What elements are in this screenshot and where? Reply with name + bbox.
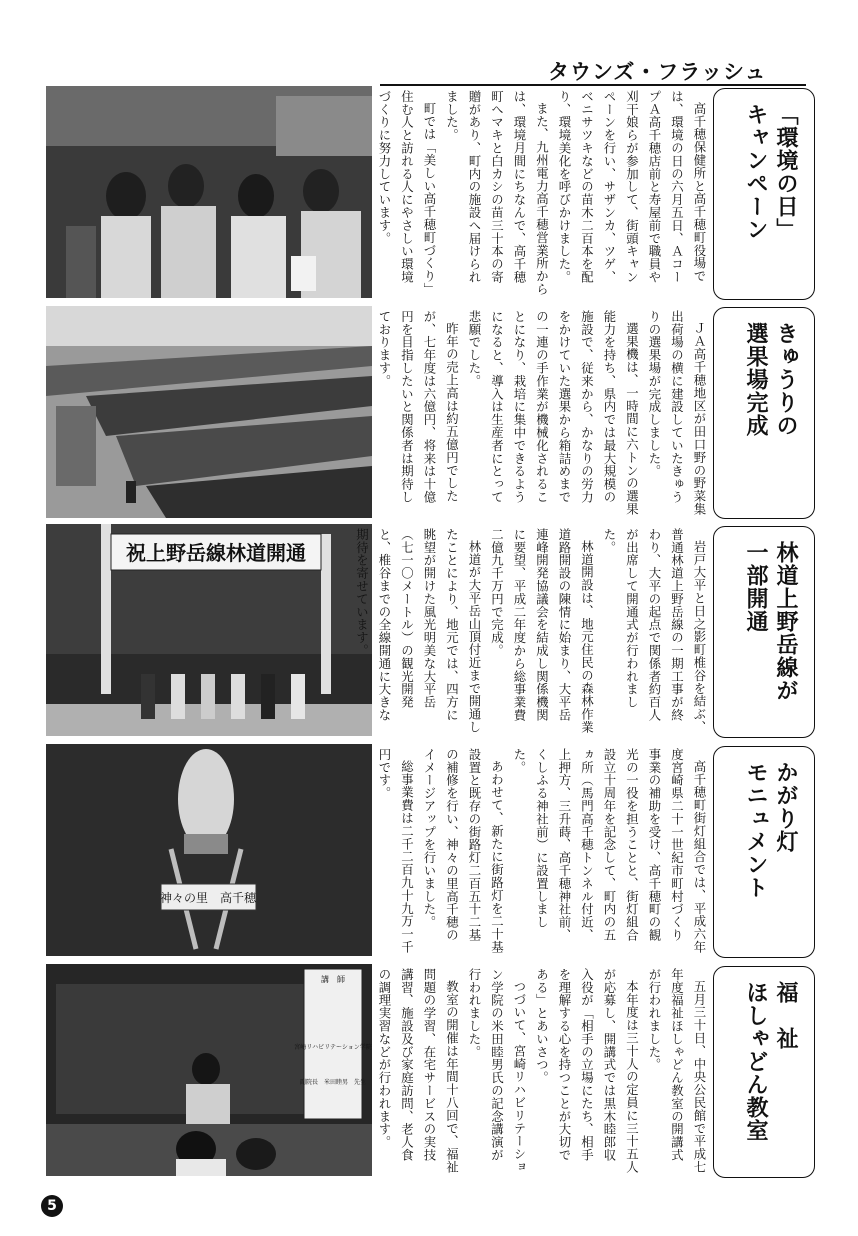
article-title-line2: キャンペーン xyxy=(743,103,768,241)
paragraph: あわせて、新たに街路灯を二十基設置と既存の街路灯二百五十二基の補修を行い、神々の里高千穂のイメージアップを行いました。 xyxy=(422,748,505,954)
photo-torch-monument xyxy=(46,744,372,956)
article-title-line2: 一部開通 xyxy=(743,541,768,633)
paragraph: また、九州電力高千穂営業所からは、環境月間にちなんで、高千穂町へマキと白カシの苗三十本の寄贈があり、町内の施設へ届けられました。 xyxy=(444,90,550,296)
article-sorting-body xyxy=(377,310,710,516)
article-title-line2: 選果場完成 xyxy=(743,322,768,437)
article-title-line2: ほしゃどん教室 xyxy=(743,981,768,1142)
paragraph: 五月三十日、中央公民館で平成七年度福祉ほしゃどん教室の開講式が行われました。 xyxy=(647,968,707,1174)
photo-sign-text: 神々の里 高千穂 xyxy=(159,891,257,905)
photo-forest-road-opening xyxy=(46,524,372,736)
photo-banner-text: 祝上野岳線林道開通 xyxy=(126,541,306,565)
article-title-line1: かがり灯 xyxy=(773,761,798,853)
article-title xyxy=(740,103,800,241)
paragraph: 高千穂町街灯組合では、平成六年度宮崎県二十一世紀市町村づくり事業の補助を受け、高千穂町の観光の一役を担うことと、街灯組合設立十周年を記念して、町内の五ヵ所（馬門高千穂トンネル付近、上押方、三升蒔、高千穂神社前、くしふる神社前）に設置しました。 xyxy=(512,748,707,954)
paragraph: 林道開設は、地元住民の森林作業道路開設の陳情に始まり、大平岳連峰開発協議会を結成し関係機関に要望、平成二年度から総事業費二億九千万円で完成。 xyxy=(489,528,595,734)
article-torch-title-box xyxy=(713,746,815,958)
photo-campaign xyxy=(46,86,372,298)
article-welfare-body xyxy=(377,968,710,1174)
article-title-line2: モニュメント xyxy=(743,761,768,899)
article-campaign-body xyxy=(377,90,710,296)
article-title xyxy=(740,761,800,899)
article-title-line1: 林道上野岳線が xyxy=(773,541,798,702)
page-number: 5 xyxy=(41,1195,63,1217)
article-title xyxy=(740,322,800,437)
article-forest-road-body xyxy=(354,528,710,734)
photo-sorting-facility xyxy=(46,306,372,518)
article-title-line1: きゅうりの xyxy=(773,322,798,437)
paragraph: ＪＡ高千穂地区が田口野の野菜集出荷場の横に建設していたきゅうりの選果場が完成しました。 xyxy=(647,310,707,516)
article-title-line1: 「環境の日」 xyxy=(773,103,798,241)
paragraph: 町では「美しい高千穂町づくり」住む人と訪れる人にやさしい環境づくりに努力しています。 xyxy=(377,90,437,296)
article-title xyxy=(740,541,800,702)
article-title-line1: 福 祉 xyxy=(773,981,798,1050)
paragraph: 高千穂保健所と高千穂町役場では、環境の日の六月五日、ＡコープＡ高千穂店前と寿屋前で職員や刈干娘らが参加して、街頭キャンペーンを行い、サザンカ、ツゲ、ベニサツキなどの苗木二百本を配り、環境美化を呼びかけました。 xyxy=(557,90,707,284)
paragraph: 林道が大平岳山頂付近まで開通したことにより、地元では、四方に眺望が開けた風光明美な大平岳（七一〇メートル）の観光開発と、椎谷までの全線開通に大きな期待を寄せています。 xyxy=(354,528,482,734)
paragraph: 教室の開催は年間十八回で、福祉問題の学習、在宅サービスの実技講習、施設及び家庭訪問、老人食の調理実習などが行われます。 xyxy=(377,968,460,1174)
paragraph: 昨年の売上高は約五億円でしたが、七年度は六億円、将来は十億円を目指したいと関係者は期待しております。 xyxy=(377,310,460,504)
header-rule xyxy=(380,84,806,86)
paragraph: 選果機は、一時間に六トンの選果能力を持ち、県内では最大規模の施設で、従来から、かなりの労力をかけていた選果から箱詰めまでの一連の手作業が機械化されることになり、栽培に集中できるようになると、導入は生産者にとって悲願でした。 xyxy=(467,310,640,516)
paragraph: つづいて、宮崎リハビリテーション学院の米田睦男氏の記念講演が行われました。 xyxy=(467,968,527,1174)
photo-welfare-class xyxy=(46,964,372,1176)
paragraph: 総事業費は二千二百九十九万一千円です。 xyxy=(377,748,415,954)
article-title xyxy=(740,981,800,1142)
article-forest-road-title-box xyxy=(713,526,815,738)
article-campaign-title-box xyxy=(713,88,815,300)
paragraph: 本年度は三十人の定員に三十五人が応募し、開講式では黒木睦郎収入役が「相手の立場にたち、相手を理解する心を持つことが大切である」とあいさつ。 xyxy=(534,968,640,1174)
photo-sign-line1: 宮崎リハビリテーション学院 xyxy=(294,1044,372,1051)
article-welfare-title-box xyxy=(713,966,815,1178)
article-torch-body xyxy=(377,748,710,954)
article-sorting-title-box xyxy=(713,307,815,519)
section-header: タウンズ・フラッシュ xyxy=(548,60,767,84)
photo-sign-header: 講 師 xyxy=(321,975,345,984)
paragraph: 岩戸大平と日之影町椎谷を結ぶ、普通林道上野岳線の一期工事が終わり、大平の起点で関係者約百人が出席して開通式が行われました。 xyxy=(602,528,707,734)
photo-sign-line2: 副院長 米田睦男 先生 xyxy=(299,1079,367,1086)
